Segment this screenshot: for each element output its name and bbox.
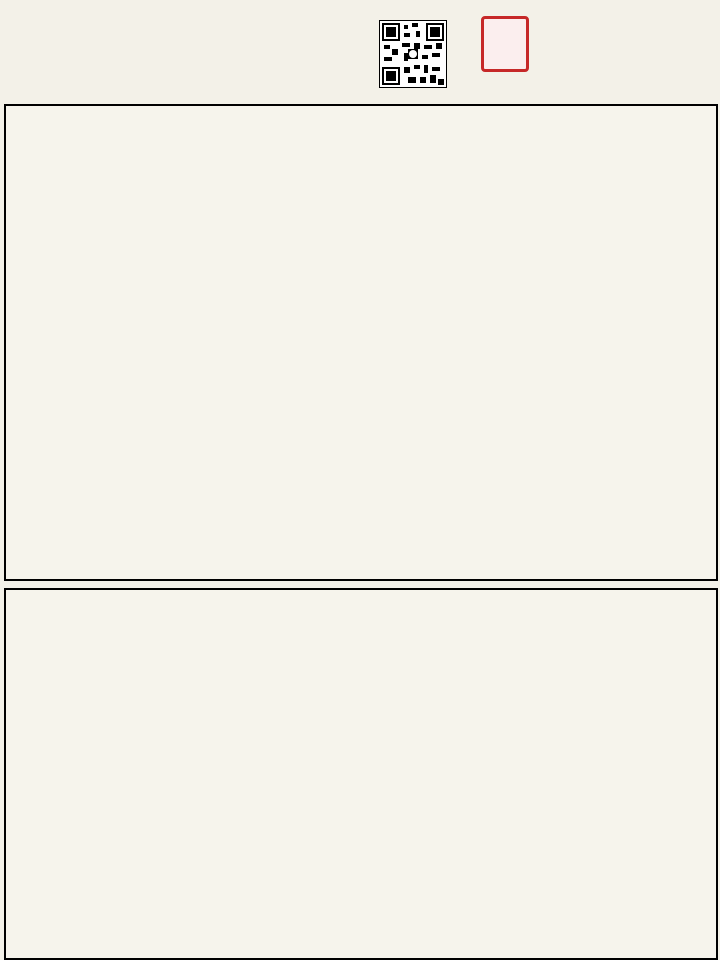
- header: [0, 0, 720, 100]
- chart-top-section: [4, 104, 718, 581]
- seal-logo: [481, 16, 529, 72]
- gender-line: [12, 30, 16, 45]
- annual-luck-grid: [4, 588, 718, 960]
- qr-code-icon: [379, 20, 447, 88]
